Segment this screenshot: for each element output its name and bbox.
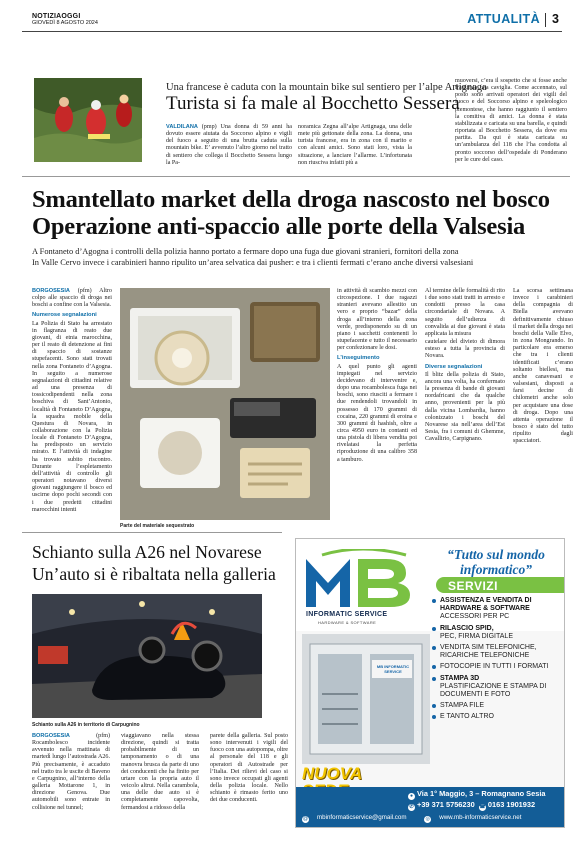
overturned-car-illustration (32, 594, 262, 718)
article3-title-line1: Schianto sulla A26 nel Novarese (32, 542, 262, 562)
article1-col3: muoversi, c’era il sospetto che si fosse anche fratturata una caviglia. Come accennato, sul posto sono arrivati operatori dei vigili del fuoco e del Soccorso alpino e speleologico piemontese, che hanno raggiunto il sentiero la comitiva di amici. La donna è stata stabilizzata e caricata su una barella, e quindi riportata al Bocchetto Sessera, da dove era partita. Da qui è stata caricata su un’ambulanza del 118 che l’ha condotta al pronto soccorso dell’ospedale di Ponderano per le cure del caso. (455, 78, 567, 163)
issue-date: GIOVEDÌ 8 AGOSTO 2024 (32, 20, 98, 26)
seized-material-illustration (120, 288, 330, 520)
ad-service-item: VENDITA SIM TELEFONICHE, RICARICHE TELEFONICHE (432, 644, 564, 660)
article1-title: Turista si fa male al Bocchetto Sessera (166, 93, 460, 114)
ad-address: ● Via 1° Maggio, 3 – Romagnano Sesia (409, 789, 546, 799)
ad-web-contacts (302, 814, 537, 823)
informatic-service-ad (295, 538, 565, 828)
article2-col1-body: La Polizia di Stato ha arrestato in flagranza di reato due giovani, di etnia marocchina, per il reato di detenzione ai fini di spaccio di sostanze stupefacenti. Sono stati trovati nella zona Fontaneto d’Agogna. In seguito a numerose segnalazioni di cittadini relative ad una presenza di tossicodipendenti nella zona boschiva di Sant’Antonio, località di Fontaneto D’Agogna, la squadra mobile della Questura di Novara, in collaborazione con la Polizia locale di Fontaneto D’Agogna, ha predisposto un servizio mirato. E l’attività di indagine ha trovato subito riscontro. Durante l’espletamento dell’attività di controllo gli operatori notavano diversi giovani raggiungere il bosco ed uscirne dopo pochi secondi con i due predetti cittadini marocchini intenti (32, 320, 112, 513)
ad-service-item: E TANTO ALTRO (432, 713, 564, 721)
article2-deck-line1: A Fontaneto d’Agogna i controlli della polizia hanno portato a fermare dopo una fuga due giovani stranieri, fornitori della zona (32, 247, 459, 256)
article2-title-line1: Smantellato market della droga nascosto nel bosco (32, 186, 550, 213)
email-icon: @ (302, 816, 309, 822)
article2-col3-text-a: in attività di scambio mezzi con circospezione. I due ragazzi stranieri avevano allestito un vero e proprio “bazar” della droga all’interno della zona verde, predisponendo su di un piano i sacchetti contenenti lo stupefacente e tutto il necessario per confezionare le dosi. (337, 288, 417, 352)
ad-brand: INFORMATIC SERVICE (306, 611, 388, 618)
article3-col3: parete della galleria. Sul posto sono intervenuti i vigili del fuoco con una autopompa, oltre al personale del 118 e gli operatori di Autostrade per l’Italia. Dei rilievi del caso si sono invece occupati gli agenti della polizia locale. Nello schianto è rimasto ferito uno dei due conducenti. (210, 733, 288, 804)
masthead (22, 10, 562, 32)
article2-headline (32, 186, 550, 240)
ad-phones: ✆ +39 371 5756230 ☎ 0163 1901932 (409, 800, 536, 810)
article2-col3-text-b: A quel punto gli agenti impiegati nel servizio decidevano di intervenire e, dopo una rocambolesca fuga nei boschi, sono riusciti a fermare i due rendendoli trovandoli in possesso di 170 grammi di cocaina, 220 grammi di eroina e 300 grammi di hashish, oltre a circa 4950 euro in contanti ed una pistola di libera vendita poi rivelatasi la perfetta riproduzione di una calibro 358 a tamburo. (337, 363, 417, 463)
article3-col1 (32, 733, 110, 812)
page-number: 3 (552, 12, 559, 26)
article2-col1 (32, 288, 112, 515)
ad-store-photo (302, 634, 430, 764)
article2-subhead2: L’inseguimento (337, 355, 380, 362)
location-pin-icon: ● (409, 793, 414, 799)
divider-line (22, 176, 570, 177)
ad-services-list (432, 597, 564, 725)
article1-col2: noramica Zegna all’alpe Artignaga, una delle mete più gettonate della zona. La donna, una turista francese, era in zona con il marito e con alcuni amici. Sono stati loro, vista la situazione, a lanciare l’allarme. L’infortunata non riusciva infatti più a (298, 124, 412, 166)
masthead-left (32, 13, 98, 27)
article3-body (32, 733, 292, 827)
article2-photo-caption: Parte del materiale sequestrato (120, 523, 195, 529)
divider-line (22, 532, 282, 533)
tunnel-crash-photo (32, 594, 262, 718)
mb-logo-icon (302, 549, 422, 616)
ad-service-item: RILASCIO SPID, PEC, FIRMA DIGITALE (432, 625, 564, 641)
mountain-rescue-illustration (34, 78, 142, 162)
article1-col1-text: (pmp) Una donna di 59 anni ha dovuto essere aiutata da Soccorso alpino e vigili del fuoco a seguito di una brutta caduta sulla mountain bike. E’ avvenuto l’altro giorno nel tratto di sentiero che collega il Bocchetto Sessera lungo la Pa- (166, 124, 292, 166)
ad-email[interactable]: @ mbinformaticservice@gmail.com (302, 814, 407, 822)
seized-drugs-photo (120, 288, 330, 520)
article2-col4 (425, 288, 505, 444)
newspaper-name: NOTIZIAOGGI (32, 13, 81, 20)
article2-deck (32, 246, 572, 268)
article2-subhead3: Diverse segnalazioni (425, 363, 483, 370)
masthead-divider (545, 13, 546, 27)
ad-service-item: STAMPA 3D PLASTIFICAZIONE E STAMPA DI DOCUMENTI E FOTO (432, 675, 564, 700)
article3-headline (32, 541, 276, 585)
ad-nuova-line1: NUOVA (302, 764, 363, 783)
ad-service-item: STAMPA FILE (432, 702, 564, 710)
article2-title-line2: Operazione anti-spaccio alle porte della Valsesia (32, 213, 526, 240)
section-title: ATTUALITÀ (467, 12, 540, 26)
phone-icon: ☎ (479, 804, 486, 810)
article1-col1 (166, 124, 292, 167)
article3-location: BORGOSESIA (32, 733, 70, 739)
article2-col3 (337, 288, 417, 465)
article2-col5: La scorsa settimana invece i carabinieri della compagnia di Biella avevano definitivamente chiuso il market della droga nei boschi della Valle Elvo, in zona Mongrando. In particolare era emerso che tra i clienti identificati c’erano soltanto biellesi, ma anche canavesani e valsesiani, disposti a farsi decine di chilometri anche solo per acquistare una dose di droga. Dopo una attenta operazione il bosco è stato del tutto ripulito dagli spacciatori. (513, 288, 573, 445)
article2-col4-text-a: Al termine delle formalità di rito i due sono stati tratti in arresto e condotti presso la casa circondariale di Novara. A seguito dell’udienza di convalida ai due giovani è stata applicata la misura (425, 288, 505, 337)
article3-title-line2: Un’auto si è ribaltata nella galleria (32, 564, 276, 584)
whatsapp-icon: ✆ (409, 804, 414, 810)
ad-service-item: ASSISTENZA E VENDITA DI HARDWARE & SOFTWARE ACCESSORI PER PC (432, 597, 564, 622)
ad-service-item: FOTOCOPIE IN TUTTI I FORMATI (432, 663, 564, 671)
ad-slogan: “Tutto sul mondo informatico” (447, 547, 545, 577)
article2-intro: (pfm) Altro colpo alle spaccio di droga nei boschi a confine con la Valsesia. (32, 288, 112, 309)
ad-servizi-label: SERVIZI (448, 579, 498, 593)
article2-subhead1: Numerose segnalazioni (32, 312, 97, 319)
article3-photo-caption: Schianto sulla A26 in territorio di Carpugnino (32, 722, 140, 728)
article1-location: VALDILANA (166, 124, 198, 130)
article2-deck-line2: In Valle Cervo invece i carabinieri hanno ripulito un’area selvatica dai pusher: e tra i clienti fermati c’erano anche diversi valsesiani (32, 258, 474, 267)
ad-brand-sub: HARDWARE & SOFTWARE (318, 620, 377, 625)
article3-col1-text: (pfm) Rocambolesco incidente avvenuto nella mattinata di martedì lungo l’autostrada A26. Più precisamente, è accaduto nel tratto tra le uscite di Baveno e Carpugnino, all’interno della galleria Mottarone 1, in direzione Genova. Due automobili sono entrate in collisione nel tunnel; (32, 733, 110, 811)
ad-website[interactable]: ◎ www.mb-informaticservice.net (425, 814, 522, 822)
ad-store-sign: MB INFORMATIC SERVICE (376, 664, 410, 674)
article3-col2: viaggiavano nella stessa direzione, quindi si tratta probabilmente di un tamponamento o di una manovra brusca da parte di uno dei conducenti che ha finito per urtare con la propria auto il veicolo altrui. Nella carambola, una delle due auto si è completamente capovolta, fermandosi a ridosso della (121, 733, 199, 811)
globe-icon: ◎ (425, 816, 430, 822)
mountain-rescue-photo (34, 78, 142, 162)
article1-kicker: Una francese è caduta con la mountain bike sul sentiero per l’alpe Artignaga (166, 82, 487, 93)
ad-contacts (296, 787, 564, 827)
article2-col4-text-c: Il blitz della polizia di Stato, ancora una volta, ha confermato la presenza di bande di giovani nordafricani che da qualche anno, provenienti per la più dalla vicina Lombardia, hanno colonizzato i boschi del Novarese sia nell’area dell’Est Sesia, fra i comuni di Ghemme, Cavallirio, Carpignano. (425, 371, 505, 443)
article2-col4-text-b: cautelare del divieto di dimora esteso a tutta la provincia di Novara. (425, 339, 505, 360)
article2-location: BORGOSESIA (32, 288, 70, 294)
